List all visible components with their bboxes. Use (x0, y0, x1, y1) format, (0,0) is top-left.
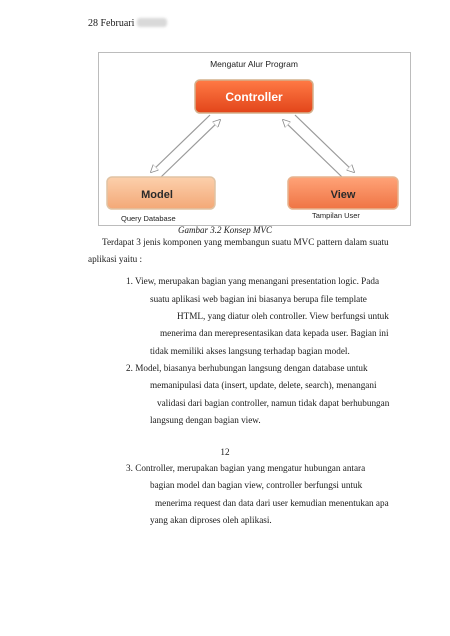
item-model-line-3: validasi dari bagian controller, namun tidak dapat berhubungan (157, 398, 390, 408)
item-controller-line-3: menerima request dan data dari user kemudian menentukan apa (155, 498, 389, 508)
intro-line-2: aplikasi yaitu : (88, 254, 143, 264)
item-view-line-5: tidak memiliki akses langsung terhadap bagian model. (150, 346, 350, 356)
item-view-line-3: HTML, yang diatur oleh controller. View berfungsi untuk (177, 311, 389, 321)
model-label: Model (141, 189, 173, 201)
mvc-figure (98, 52, 411, 226)
figure-caption: Gambar 3.2 Konsep MVC (178, 225, 272, 235)
model-sublabel: Query Database (121, 214, 176, 223)
header-date: 28 Februari (88, 18, 135, 29)
item-controller-line-1: 3. Controller, merupakan bagian yang mengatur hubungan antara (126, 463, 366, 473)
mvc-diagram (99, 53, 410, 225)
item-view-line-1: 1. View, merupakan bagian yang menangani presentation logic. Pada (126, 276, 380, 286)
item-controller-line-2: bagian model dan bagian view, controller berfungsi untuk (150, 480, 363, 490)
item-view-line-4: menerima dan merepresentasikan data kepada user. Bagian ini (160, 328, 389, 338)
figure-title: Mengatur Alur Program (210, 59, 298, 69)
arrows (151, 115, 354, 177)
item-model-line-4: langsung dengan bagian view. (150, 415, 261, 425)
item-model-line-2: memanipulasi data (insert, update, delete, search), menangani (150, 380, 377, 390)
page-header (88, 18, 167, 29)
arrow-model-to-controller (161, 120, 220, 177)
view-sublabel: Tampilan User (312, 211, 360, 220)
view-label: View (330, 189, 356, 201)
item-controller-line-4: yang akan diproses oleh aplikasi. (150, 515, 272, 525)
arrow-view-to-controller (283, 120, 342, 177)
controller-label: Controller (225, 90, 283, 104)
item-model-line-1: 2. Model, biasanya berhubungan langsung dengan database untuk (126, 363, 368, 373)
item-view-line-2: suatu aplikasi web bagian ini biasanya berupa file template (150, 294, 367, 304)
intro-line-1: Terdapat 3 jenis komponen yang membangun suatu MVC pattern dalam suatu (102, 237, 389, 247)
page-number: 12 (220, 447, 230, 457)
arrow-controller-to-model (151, 115, 210, 172)
blurred-year (137, 18, 167, 27)
arrow-controller-to-view (295, 115, 354, 172)
